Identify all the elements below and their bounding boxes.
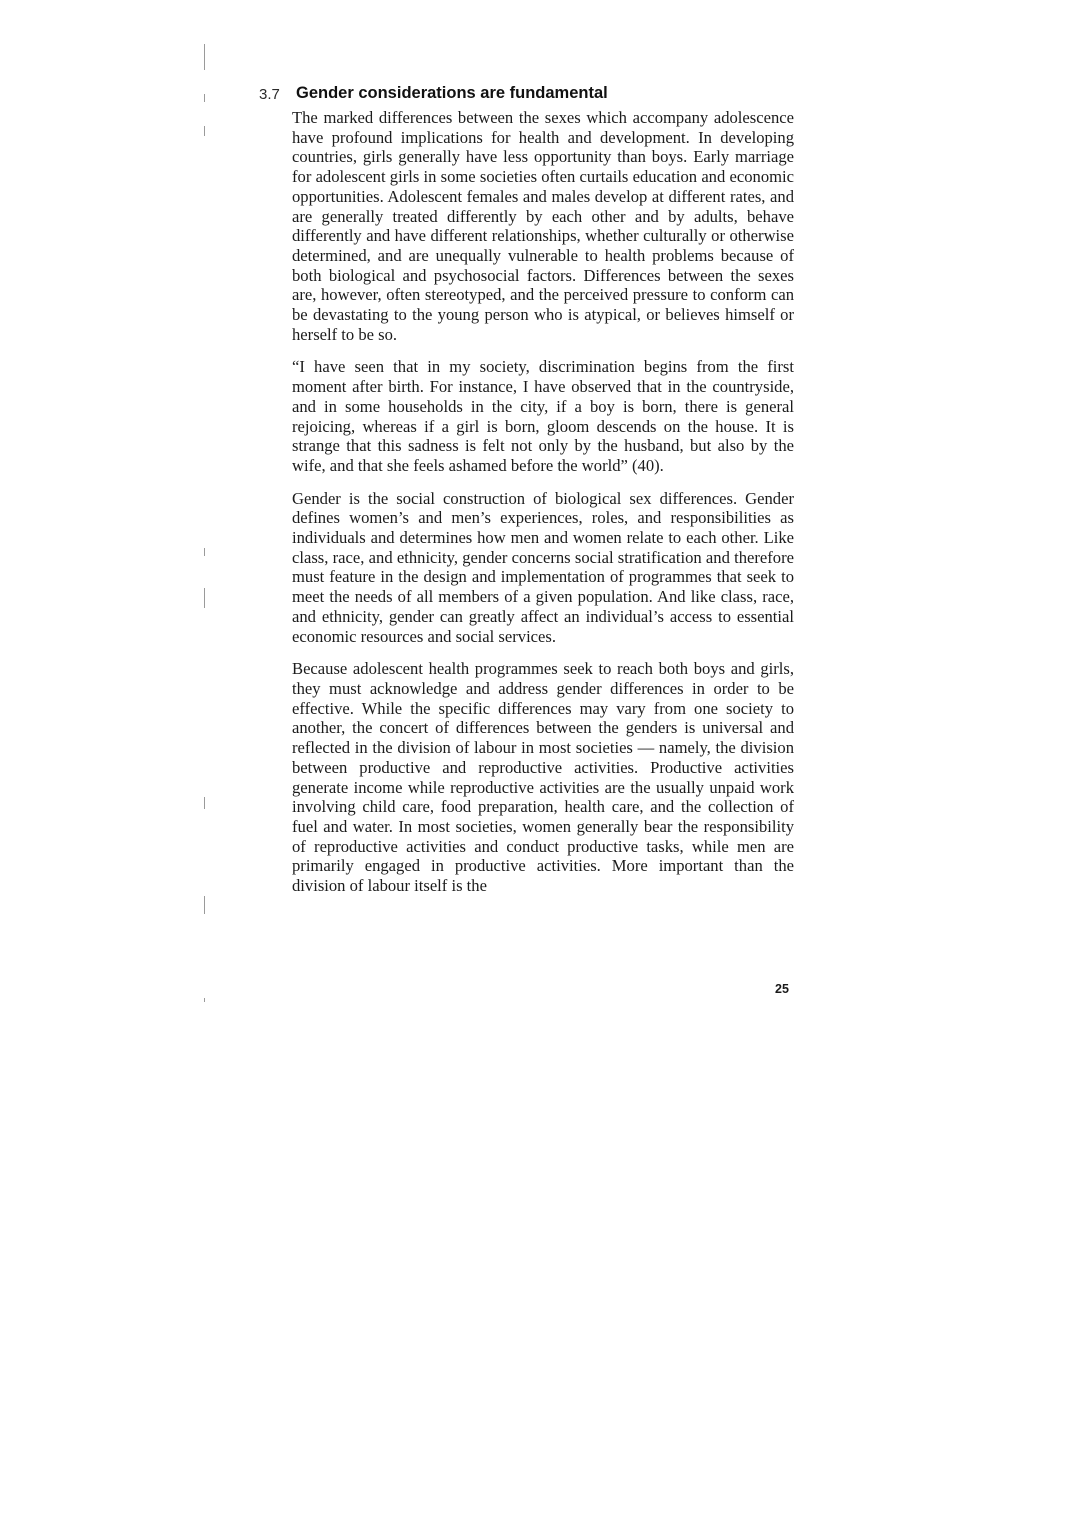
scan-margin-mark xyxy=(204,998,205,1002)
scan-margin-mark xyxy=(204,94,205,102)
section-title: Gender considerations are fundamental xyxy=(296,84,608,102)
section-number: 3.7 xyxy=(259,86,280,103)
section-heading xyxy=(259,84,819,106)
paragraph-division-of-labour: Because adolescent health programmes seek to reach both boys and girls, they must acknowledge and address gender differences in order to be effective. While the specific differences may vary from one society to another, the concert of differences between the genders is universal and reflected in the division of labour in most societies — namely, the division between productive and reproductive activities. Productive activities generate income while reproductive activities are the usually unpaid work involving child care, food preparation, health care, and the collection of fuel and water. In most societies, women generally bear the responsibility of reproductive activities and conduct productive tasks, while men are primarily engaged in productive activities. More important than the division of labour itself is the xyxy=(292,659,794,896)
paragraph-quote: “I have seen that in my society, discrimination begins from the first moment after birth. For instance, I have observed that in the countryside, and in some households in the city, if a boy is born, there is general rejoicing, whereas if a girl is born, gloom descends on the house. It is strange that this sadness is felt not only by the husband, but also by the wife, and that she feels ashamed before the world” (40). xyxy=(292,357,794,475)
scan-margin-mark xyxy=(204,588,205,608)
scan-margin-mark xyxy=(204,797,205,809)
body-text xyxy=(292,108,794,896)
paragraph-intro: The marked differences between the sexes which accompany adolescence have profound implications for health and development. In developing countries, girls generally have less opportunity than boys. Early marriage for adolescent girls in some societies often curtails education and economic opportunities. Adolescent females and males develop at different rates, and are generally treated differently by each other and by adults, behave differently and have different relationships, whether culturally or otherwise determined, and are unequally vulnerable to health problems because of both biological and psychosocial factors. Differences between the sexes are, however, often stereotyped, and the perceived pressure to conform can be devastating to the young person who is atypical, or believes himself or herself to be so. xyxy=(292,108,794,344)
scan-margin-mark xyxy=(204,548,205,556)
scan-margin-mark xyxy=(204,896,205,914)
page-number: 25 xyxy=(775,982,789,996)
scan-margin-mark xyxy=(204,126,205,136)
scan-margin-mark xyxy=(204,44,205,70)
paragraph-gender-definition: Gender is the social construction of biological sex differences. Gender defines women’s and men’s experiences, roles, and responsibilities as individuals and determines how men and women relate to each other. Like class, race, and ethnicity, gender concerns social stratification and therefore must feature in the design and implementation of programmes that seek to meet the needs of all members of a given population. And like class, race, and ethnicity, gender can greatly affect an individual’s access to essential economic resources and social services. xyxy=(292,488,794,646)
